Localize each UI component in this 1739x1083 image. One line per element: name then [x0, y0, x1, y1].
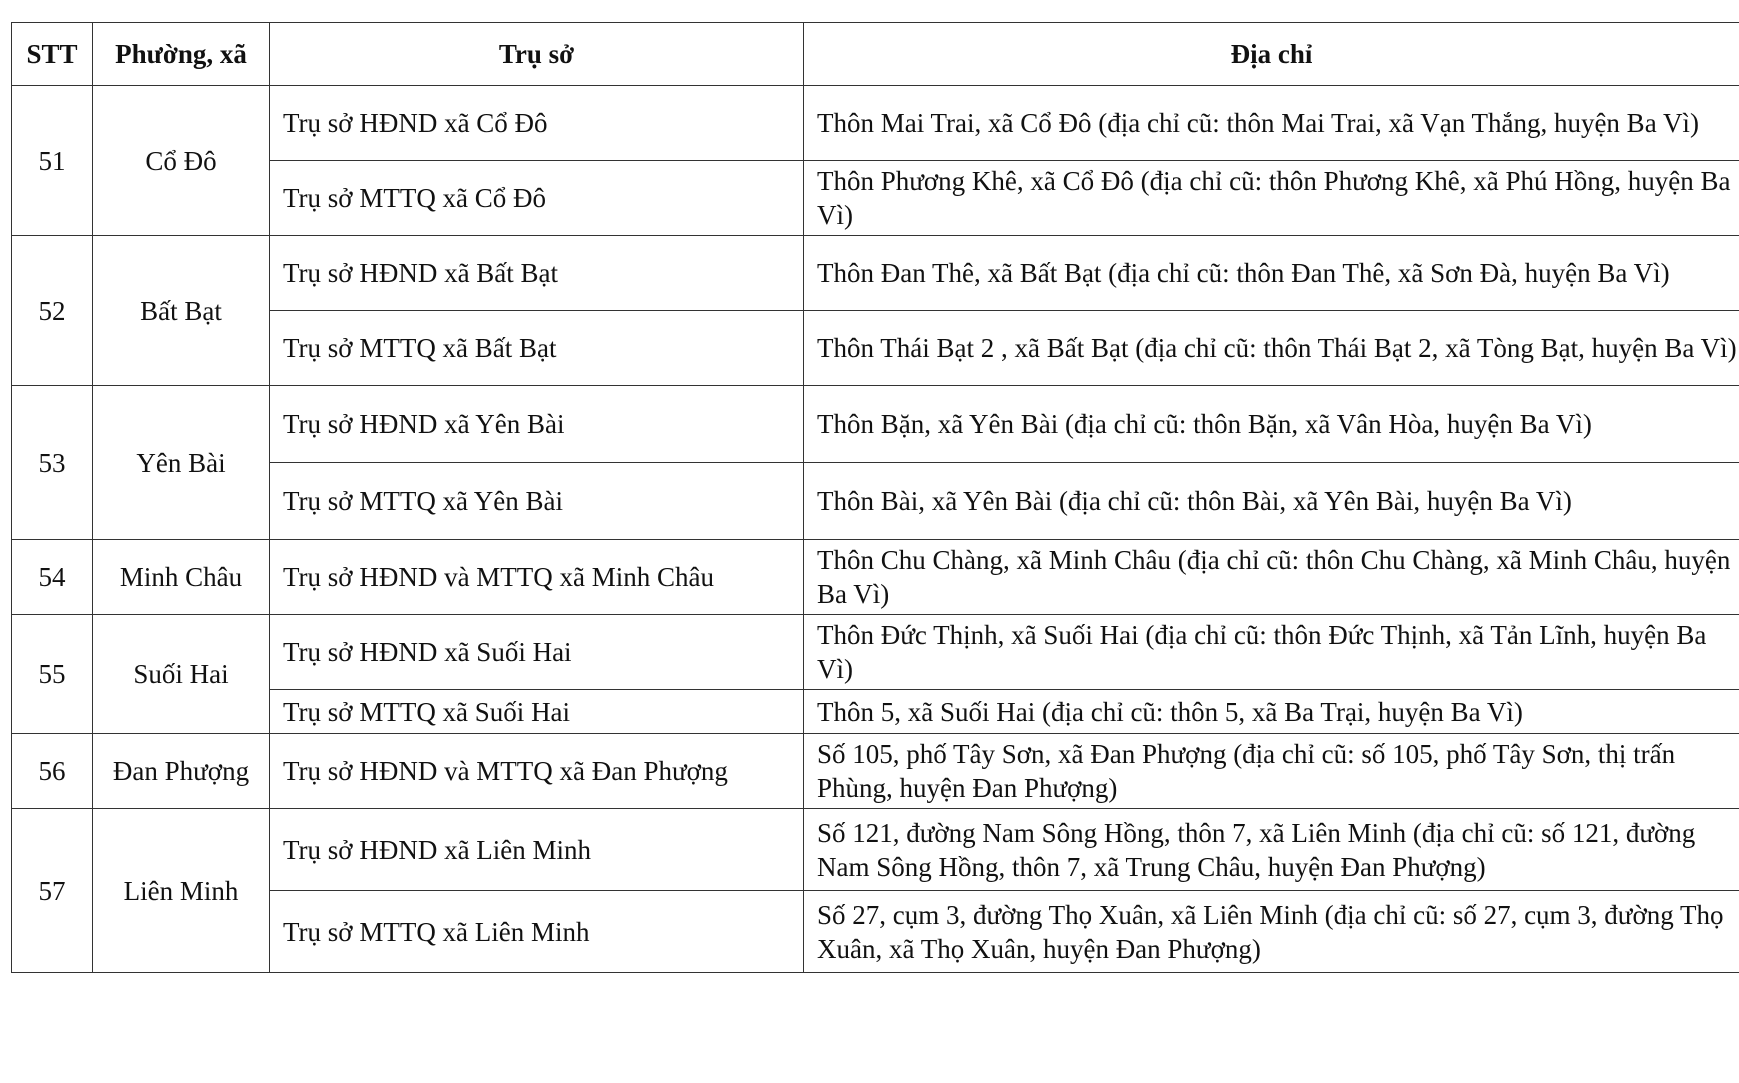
row-stt: 53 [12, 386, 93, 540]
row-office: Trụ sở MTTQ xã Bất Bạt [270, 311, 804, 386]
row-address: Số 121, đường Nam Sông Hồng, thôn 7, xã Liên Minh (địa chỉ cũ: số 121, đường Nam Sông Hồng, thôn 7, xã Trung Châu, huyện Đan Phượng) [804, 809, 1739, 891]
row-stt: 52 [12, 236, 93, 386]
row-office: Trụ sở HĐND xã Yên Bài [270, 386, 804, 463]
row-stt: 55 [12, 615, 93, 734]
table-row [12, 615, 1739, 690]
row-ward: Đan Phượng [93, 734, 270, 809]
row-office: Trụ sở MTTQ xã Yên Bài [270, 463, 804, 540]
row-address: Thôn Chu Chàng, xã Minh Châu (địa chỉ cũ: thôn Chu Chàng, xã Minh Châu, huyện Ba Vì) [804, 540, 1739, 615]
row-ward: Suối Hai [93, 615, 270, 734]
header-row [12, 23, 1739, 86]
row-address: Thôn Đức Thịnh, xã Suối Hai (địa chỉ cũ: thôn Đức Thịnh, xã Tản Lĩnh, huyện Ba Vì) [804, 615, 1739, 690]
row-address: Số 27, cụm 3, đường Thọ Xuân, xã Liên Minh (địa chỉ cũ: số 27, cụm 3, đường Thọ Xuân, xã Thọ Xuân, huyện Đan Phượng) [804, 891, 1739, 973]
row-stt: 51 [12, 86, 93, 236]
table-row [12, 236, 1739, 311]
table-row [12, 891, 1739, 973]
row-address: Số 105, phố Tây Sơn, xã Đan Phượng (địa chỉ cũ: số 105, phố Tây Sơn, thị trấn Phùng, huyện Đan Phượng) [804, 734, 1739, 809]
row-ward: Cổ Đô [93, 86, 270, 236]
row-ward: Bất Bạt [93, 236, 270, 386]
row-stt: 57 [12, 809, 93, 973]
header-address: Địa chỉ [804, 23, 1739, 86]
header-ward: Phường, xã [93, 23, 270, 86]
row-ward: Liên Minh [93, 809, 270, 973]
row-stt: 54 [12, 540, 93, 615]
row-address: Thôn Đan Thê, xã Bất Bạt (địa chỉ cũ: thôn Đan Thê, xã Sơn Đà, huyện Ba Vì) [804, 236, 1739, 311]
row-stt: 56 [12, 734, 93, 809]
row-office: Trụ sở HĐND xã Bất Bạt [270, 236, 804, 311]
row-ward: Minh Châu [93, 540, 270, 615]
row-address: Thôn 5, xã Suối Hai (địa chỉ cũ: thôn 5, xã Ba Trại, huyện Ba Vì) [804, 690, 1739, 734]
row-address: Thôn Mai Trai, xã Cổ Đô (địa chỉ cũ: thôn Mai Trai, xã Vạn Thắng, huyện Ba Vì) [804, 86, 1739, 161]
row-office: Trụ sở MTTQ xã Liên Minh [270, 891, 804, 973]
row-address: Thôn Bặn, xã Yên Bài (địa chỉ cũ: thôn Bặn, xã Vân Hòa, huyện Ba Vì) [804, 386, 1739, 463]
row-ward: Yên Bài [93, 386, 270, 540]
table-row [12, 86, 1739, 161]
table-row [12, 540, 1739, 615]
row-office: Trụ sở MTTQ xã Suối Hai [270, 690, 804, 734]
table-row [12, 386, 1739, 463]
row-office: Trụ sở MTTQ xã Cổ Đô [270, 161, 804, 236]
row-address: Thôn Thái Bạt 2 , xã Bất Bạt (địa chỉ cũ: thôn Thái Bạt 2, xã Tòng Bạt, huyện Ba Vì) [804, 311, 1739, 386]
row-office: Trụ sở HĐND và MTTQ xã Đan Phượng [270, 734, 804, 809]
table-row [12, 734, 1739, 809]
row-office: Trụ sở HĐND xã Liên Minh [270, 809, 804, 891]
row-address: Thôn Bài, xã Yên Bài (địa chỉ cũ: thôn Bài, xã Yên Bài, huyện Ba Vì) [804, 463, 1739, 540]
header-stt: STT [12, 23, 93, 86]
table-row [12, 311, 1739, 386]
header-office: Trụ sở [270, 23, 804, 86]
table-row [12, 463, 1739, 540]
table-row [12, 690, 1739, 734]
table-row [12, 809, 1739, 891]
row-office: Trụ sở HĐND xã Cổ Đô [270, 86, 804, 161]
row-office: Trụ sở HĐND xã Suối Hai [270, 615, 804, 690]
row-address: Thôn Phương Khê, xã Cổ Đô (địa chỉ cũ: thôn Phương Khê, xã Phú Hồng, huyện Ba Vì) [804, 161, 1739, 236]
headquarters-table [11, 22, 1739, 973]
table-row [12, 161, 1739, 236]
row-office: Trụ sở HĐND và MTTQ xã Minh Châu [270, 540, 804, 615]
